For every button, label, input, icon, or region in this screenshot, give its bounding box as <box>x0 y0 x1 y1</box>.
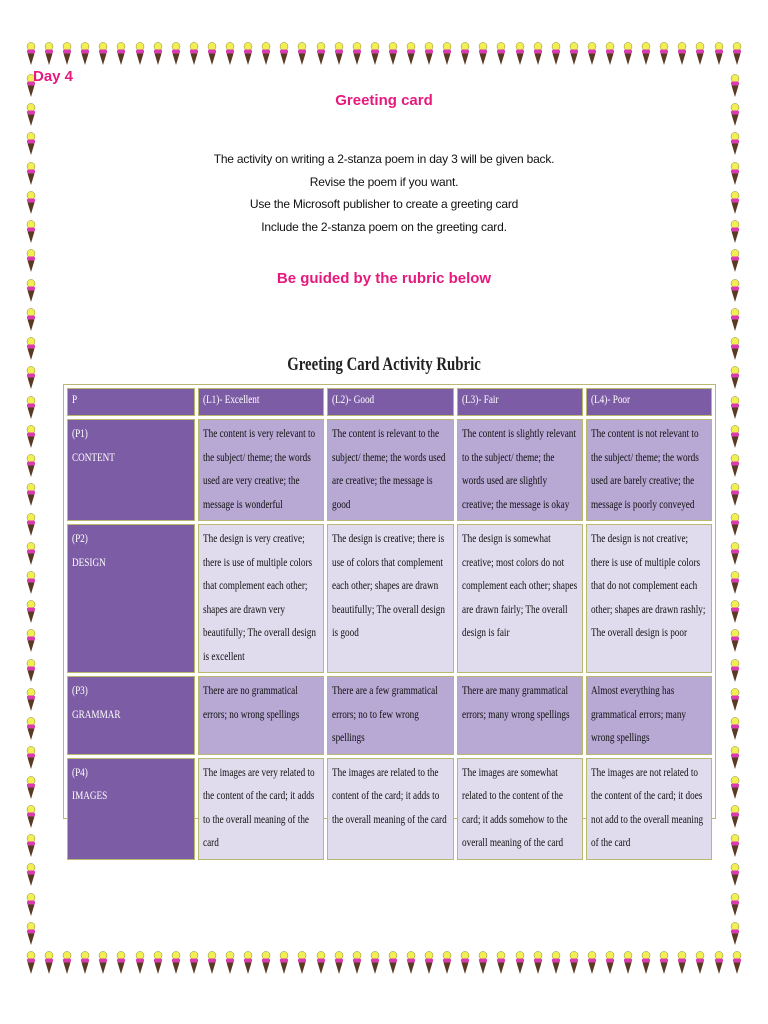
ice-cream-cone-icon <box>62 951 72 975</box>
rubric-cell: The content is slightly relevant to the subject/ theme; the words used are slightly creative; the message is okay <box>457 419 583 521</box>
ice-cream-cone-icon <box>334 42 344 66</box>
rubric-row-content <box>67 419 712 521</box>
ice-cream-cone-icon <box>26 776 36 800</box>
ice-cream-cone-icon <box>388 951 398 975</box>
ice-cream-cone-icon <box>98 42 108 66</box>
rubric-cell: The images are very related to the content of the card; it adds to the overall meaning of the card <box>198 758 324 860</box>
ice-cream-cone-icon <box>116 951 126 975</box>
ice-cream-cone-icon <box>730 542 740 566</box>
ice-cream-cone-icon <box>26 337 36 361</box>
rubric-cell: The images are somewhat related to the content of the card; it adds somehow to the overall meaning of the card <box>457 758 583 860</box>
ice-cream-cone-icon <box>496 42 506 66</box>
ice-cream-cone-icon <box>730 746 740 770</box>
rubric-cell: Almost everything has grammatical errors; many wrong spellings <box>586 676 712 755</box>
ice-cream-cone-icon <box>730 659 740 683</box>
ice-cream-cone-icon <box>316 42 326 66</box>
ice-cream-cone-icon <box>623 951 633 975</box>
ice-cream-cone-icon <box>26 600 36 624</box>
header-cell: (L4)- Poor <box>586 388 712 416</box>
rubric-cell: The content is not relevant to the subject/ theme; the words used are barely creative; the message is poorly conveyed <box>586 419 712 521</box>
ice-cream-cone-icon <box>225 42 235 66</box>
rubric-cell: There are a few grammatical errors; no to few wrong spellings <box>327 676 453 755</box>
ice-cream-cone-icon <box>261 42 271 66</box>
ice-cream-cone-icon <box>189 42 199 66</box>
ice-cream-cone-icon <box>406 42 416 66</box>
row-name: IMAGES <box>72 790 108 802</box>
ice-cream-cone-icon <box>641 951 651 975</box>
ice-cream-cone-icon <box>695 951 705 975</box>
ice-cream-cone-icon <box>135 951 145 975</box>
ice-cream-cone-icon <box>26 425 36 449</box>
ice-cream-cone-icon <box>370 42 380 66</box>
ice-cream-cone-icon <box>26 629 36 653</box>
ice-cream-cone-icon <box>442 951 452 975</box>
ice-cream-cone-icon <box>297 951 307 975</box>
rubric-cell: The design is not creative; there is use of multiple colors that do not complement each other; shapes are drawn rashly; The overall design is poor <box>586 524 712 673</box>
ice-cream-cone-icon <box>730 893 740 917</box>
ice-cream-cone-icon <box>370 951 380 975</box>
ice-cream-cone-icon <box>26 396 36 420</box>
ice-cream-cone-icon <box>496 951 506 975</box>
rubric-cell: The design is creative; there is use of colors that complement each other; shapes are drawn beautifully; The overall design is good <box>327 524 453 673</box>
ice-cream-cone-icon <box>569 951 579 975</box>
ice-cream-cone-icon <box>659 42 669 66</box>
rubric-cell: The design is somewhat creative; most colors do not complement each other; shapes are drawn fairly; The overall design is fair <box>457 524 583 673</box>
rubric-table <box>63 384 716 849</box>
ice-cream-cone-icon <box>406 951 416 975</box>
ice-cream-cone-icon <box>26 308 36 332</box>
guided-heading: Be guided by the rubric below <box>276 270 492 287</box>
ice-cream-cone-icon <box>515 42 525 66</box>
ice-cream-cone-icon <box>730 483 740 507</box>
rubric-cell: The images are not related to the content of the card; it does not add to the overall meaning of the card <box>586 758 712 860</box>
rubric-cell: The content is very relevant to the subject/ theme; the words used are very creative; the message is wonderful <box>198 419 324 521</box>
ice-cream-cone-icon <box>153 951 163 975</box>
ice-cream-cone-icon <box>730 396 740 420</box>
ice-cream-cone-icon <box>26 863 36 887</box>
rubric-cell: The design is very creative; there is use of multiple colors that complement each other; shapes are drawn very beautifully; The overall design is excellent <box>198 524 324 673</box>
ice-cream-cone-icon <box>26 834 36 858</box>
ice-cream-cone-icon <box>623 42 633 66</box>
ice-cream-cone-icon <box>587 42 597 66</box>
ice-cream-cone-icon <box>352 951 362 975</box>
rubric-row-images <box>67 758 712 860</box>
header-cell: (L1)- Excellent <box>198 388 324 416</box>
ice-cream-cone-icon <box>587 951 597 975</box>
ice-cream-cone-icon <box>279 951 289 975</box>
ice-cream-cone-icon <box>677 951 687 975</box>
row-name: CONTENT <box>72 451 115 464</box>
row-code: (P1) <box>72 428 88 440</box>
rubric-cell: There are no grammatical errors; no wrong spellings <box>198 676 324 755</box>
ice-cream-cone-icon <box>730 308 740 332</box>
rubric-cell: The images are related to the content of the card; it adds to the overall meaning of the card <box>327 758 453 860</box>
ice-cream-cone-icon <box>732 951 742 975</box>
ice-cream-cone-icon <box>533 42 543 66</box>
ice-cream-cone-icon <box>243 42 253 66</box>
ice-cream-cone-icon <box>279 42 289 66</box>
ice-cream-cone-icon <box>98 951 108 975</box>
ice-cream-cone-icon <box>207 951 217 975</box>
ice-cream-cone-icon <box>605 42 615 66</box>
ice-cream-cone-icon <box>730 600 740 624</box>
ice-cream-cone-icon <box>26 542 36 566</box>
ice-cream-cone-icon <box>171 42 181 66</box>
ice-cream-cone-icon <box>26 454 36 478</box>
ice-cream-cone-icon <box>334 951 344 975</box>
ice-cream-cone-icon <box>730 425 740 449</box>
row-code: (P3) <box>72 685 88 697</box>
ice-cream-cone-icon <box>460 42 470 66</box>
ice-cream-cone-icon <box>730 805 740 829</box>
ice-cream-cone-icon <box>533 951 543 975</box>
rubric-cell: There are many grammatical errors; many wrong spellings <box>457 676 583 755</box>
day-label: Day 4 <box>33 68 74 85</box>
border-top <box>26 42 742 68</box>
ice-cream-cone-icon <box>26 951 36 975</box>
border-bottom <box>26 951 742 977</box>
row-name: GRAMMAR <box>72 708 121 721</box>
ice-cream-cone-icon <box>153 42 163 66</box>
row-code: (P2) <box>72 533 88 545</box>
ice-cream-cone-icon <box>730 863 740 887</box>
ice-cream-cone-icon <box>80 42 90 66</box>
ice-cream-cone-icon <box>730 513 740 537</box>
ice-cream-cone-icon <box>478 951 488 975</box>
ice-cream-cone-icon <box>26 366 36 390</box>
ice-cream-cone-icon <box>714 951 724 975</box>
ice-cream-cone-icon <box>26 746 36 770</box>
ice-cream-cone-icon <box>551 42 561 66</box>
ice-cream-cone-icon <box>261 951 271 975</box>
ice-cream-cone-icon <box>225 951 235 975</box>
ice-cream-cone-icon <box>478 42 488 66</box>
ice-cream-cone-icon <box>26 717 36 741</box>
ice-cream-cone-icon <box>44 42 54 66</box>
ice-cream-cone-icon <box>730 629 740 653</box>
instruction-line: The activity on writing a 2-stanza poem in day 3 will be given back. <box>213 152 555 166</box>
ice-cream-cone-icon <box>460 951 470 975</box>
ice-cream-cone-icon <box>243 951 253 975</box>
row-label <box>67 524 195 673</box>
ice-cream-cone-icon <box>695 42 705 66</box>
ice-cream-cone-icon <box>442 42 452 66</box>
ice-cream-cone-icon <box>677 42 687 66</box>
row-name: DESIGN <box>72 556 106 569</box>
ice-cream-cone-icon <box>569 42 579 66</box>
ice-cream-cone-icon <box>80 951 90 975</box>
ice-cream-cone-icon <box>189 951 199 975</box>
row-code: (P4) <box>72 766 88 779</box>
ice-cream-cone-icon <box>26 922 36 946</box>
ice-cream-cone-icon <box>730 834 740 858</box>
row-label <box>67 419 195 521</box>
ice-cream-cone-icon <box>26 805 36 829</box>
ice-cream-cone-icon <box>207 42 217 66</box>
ice-cream-cone-icon <box>515 951 525 975</box>
header-cell: (L3)- Fair <box>457 388 583 416</box>
rubric-row-design <box>67 524 712 673</box>
instruction-line: Use the Microsoft publisher to create a greeting card <box>249 197 519 212</box>
ice-cream-cone-icon <box>297 42 307 66</box>
ice-cream-cone-icon <box>116 42 126 66</box>
ice-cream-cone-icon <box>26 659 36 683</box>
ice-cream-cone-icon <box>730 571 740 595</box>
ice-cream-cone-icon <box>135 42 145 66</box>
ice-cream-cone-icon <box>730 366 740 390</box>
ice-cream-cone-icon <box>659 951 669 975</box>
ice-cream-cone-icon <box>26 42 36 66</box>
ice-cream-cone-icon <box>26 688 36 712</box>
row-label <box>67 758 195 860</box>
header-cell: P <box>67 388 195 416</box>
instructions <box>0 148 768 238</box>
ice-cream-cone-icon <box>732 42 742 66</box>
ice-cream-cone-icon <box>26 513 36 537</box>
instruction-line: Include the 2-stanza poem on the greeting card. <box>261 219 507 234</box>
ice-cream-cone-icon <box>171 951 181 975</box>
ice-cream-cone-icon <box>352 42 362 66</box>
ice-cream-cone-icon <box>551 951 561 975</box>
ice-cream-cone-icon <box>730 688 740 712</box>
ice-cream-cone-icon <box>730 776 740 800</box>
ice-cream-cone-icon <box>424 42 434 66</box>
ice-cream-cone-icon <box>26 571 36 595</box>
ice-cream-cone-icon <box>26 893 36 917</box>
ice-cream-cone-icon <box>730 922 740 946</box>
page-title: Greeting card <box>335 92 433 109</box>
header-cell: (L2)- Good <box>327 388 453 416</box>
ice-cream-cone-icon <box>316 951 326 975</box>
ice-cream-cone-icon <box>424 951 434 975</box>
ice-cream-cone-icon <box>26 483 36 507</box>
ice-cream-cone-icon <box>641 42 651 66</box>
ice-cream-cone-icon <box>62 42 72 66</box>
ice-cream-cone-icon <box>714 42 724 66</box>
ice-cream-cone-icon <box>730 337 740 361</box>
ice-cream-cone-icon <box>44 951 54 975</box>
ice-cream-cone-icon <box>730 717 740 741</box>
rubric-cell: The content is relevant to the subject/ theme; the words used are creative; the message is good <box>327 419 453 521</box>
rubric-header-row <box>67 388 712 416</box>
ice-cream-cone-icon <box>388 42 398 66</box>
instruction-line: Revise the poem if you want. <box>309 174 459 189</box>
ice-cream-cone-icon <box>605 951 615 975</box>
rubric-title: Greeting Card Activity Rubric <box>287 354 481 375</box>
rubric-row-grammar <box>67 676 712 755</box>
ice-cream-cone-icon <box>730 454 740 478</box>
row-label <box>67 676 195 755</box>
